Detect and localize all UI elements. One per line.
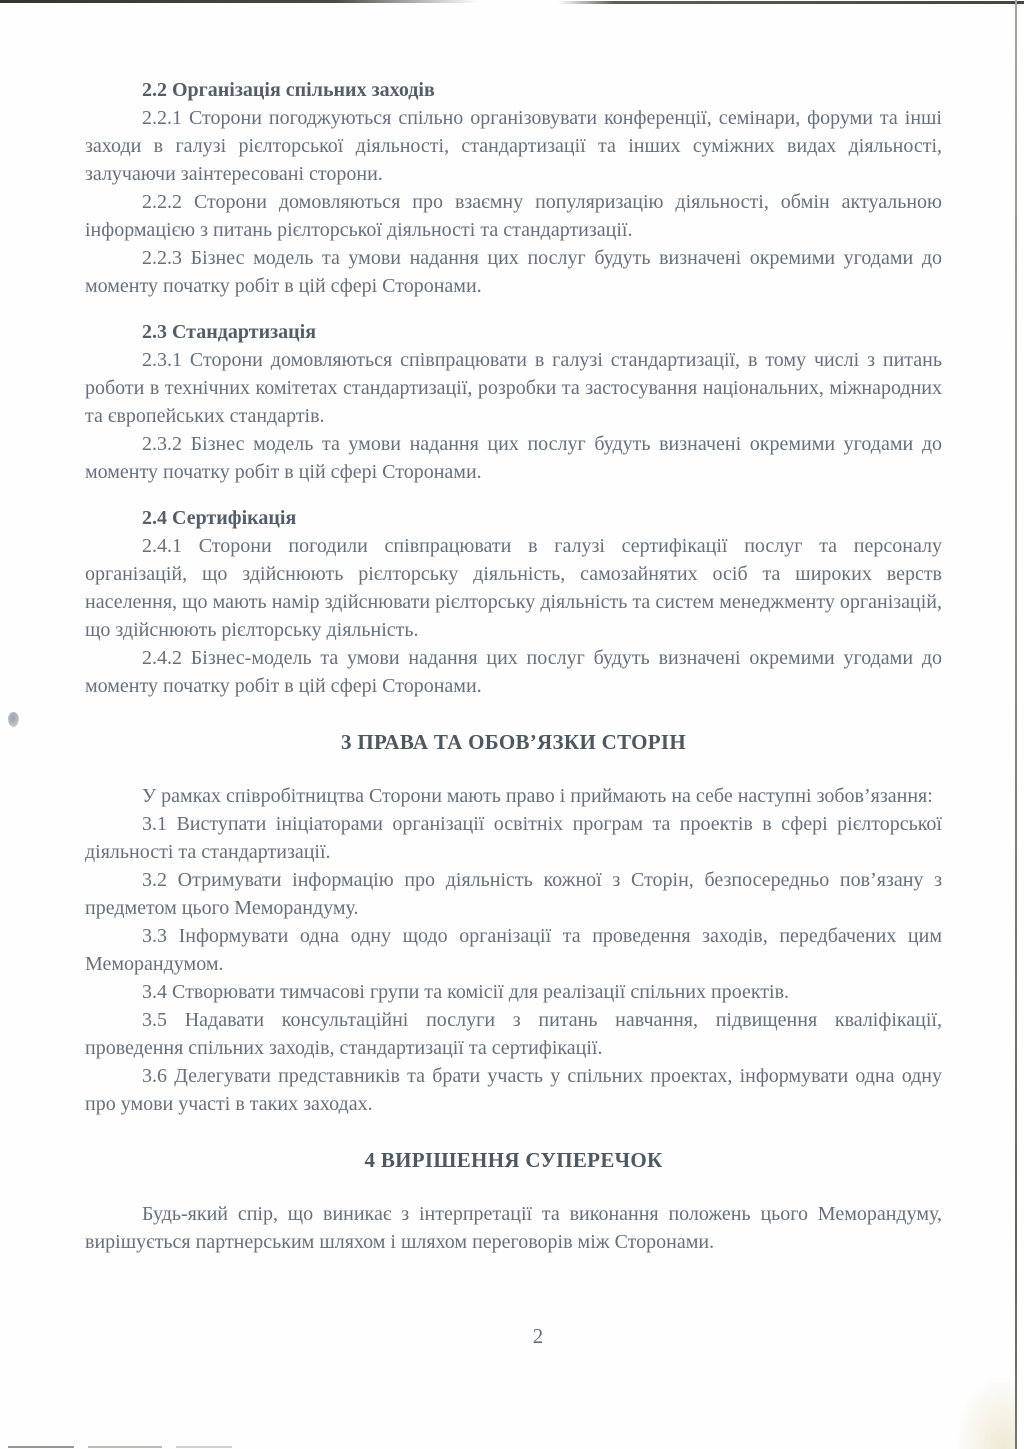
document-body <box>85 76 942 1256</box>
section-rights-obligations <box>85 728 942 1118</box>
scan-bottom-edge-dash <box>88 1446 162 1448</box>
section-heading: 2.4 Сертифікація <box>142 507 297 529</box>
scan-top-edge-line-right <box>558 1 1024 4</box>
paragraph: 2.2.2 Сторони домовляються про взаємну популяризацію діяльності, обмін актуальною інформацією з питань рієлторської діяльності та стандартизації. <box>85 191 942 241</box>
paragraph: 3.3 Інформувати одна одну щодо організації та проведення заходів, передбачених цим Меморандумом. <box>85 925 942 975</box>
section-joint-events <box>85 76 942 300</box>
section-dispute-resolution <box>85 1146 942 1256</box>
paragraph: У рамках співробітництва Сторони мають право і приймають на себе наступні зобов’язання: <box>142 785 933 807</box>
paragraph: 2.2.1 Сторони погоджуються спільно організовувати конференції, семінари, форуми та інші заходи в галузі рієлторської діяльності, стандартизації та інших суміжних видах діяльності, залучаючи заінтересовані сторони. <box>85 107 942 185</box>
section-heading: 4 ВИРІШЕННЯ СУПЕРЕЧОК <box>364 1148 663 1172</box>
paragraph: 2.4.1 Сторони погодили співпрацювати в галузі сертифікації послуг та персоналу організацій, що здійснюють рієлторську діяльність, самозайнятих осіб та широких верств населення, що мають намір здійснювати рієлторську діяльність та систем менеджменту організацій, що здійснюють рієлторську діяльність. <box>85 535 942 641</box>
paragraph: 2.3.2 Бізнес модель та умови надання цих послуг будуть визначені окремими угодами до моменту початку робіт в цій сфері Сторонами. <box>85 433 942 483</box>
scan-top-edge-line-left <box>0 0 478 3</box>
paragraph: 3.5 Надавати консультаційні послуги з питань навчання, підвищення кваліфікації, проведення спільних заходів, стандартизації та сертифікації. <box>85 1009 942 1059</box>
paragraph: Будь-який спір, що виникає з інтерпретації та виконання положень цього Меморандуму, вирішується партнерським шляхом і шляхом переговорів між Сторонами. <box>85 1203 942 1253</box>
paragraph: 2.4.2 Бізнес-модель та умови надання цих послуг будуть визначені окремими угодами до моменту початку робіт в цій сфері Сторонами. <box>85 647 942 697</box>
paragraph: 3.2 Отримувати інформацію про діяльність кожної з Сторін, безпосередньо пов’язану з предметом цього Меморандуму. <box>85 869 942 919</box>
scan-ink-spot <box>8 712 19 727</box>
paragraph: 3.1 Виступати ініціаторами організації освітніх програм та проектів в сфері рієлторської діяльності та стандартизації. <box>85 813 942 863</box>
scan-bottom-right-tint <box>957 1377 1015 1449</box>
page-number: 2 <box>532 1324 544 1348</box>
scan-bottom-edge-dash <box>176 1446 232 1448</box>
scan-bottom-edge-dash <box>8 1446 74 1448</box>
section-heading: 2.3 Стандартизація <box>142 321 317 343</box>
section-heading: 2.2 Організація спільних заходів <box>142 79 435 101</box>
paragraph: 2.2.3 Бізнес модель та умови надання цих послуг будуть визначені окремими угодами до моменту початку робіт в цій сфері Сторонами. <box>85 247 942 297</box>
section-certification <box>85 504 942 700</box>
paragraph: 2.3.1 Сторони домовляються співпрацювати в галузі стандартизації, в тому числі з питань роботи в технічних комітетах стандартизації, розробки та застосування національних, міжнародних та європейських стандартів. <box>85 349 942 427</box>
section-standardization <box>85 318 942 486</box>
scan-right-edge-line <box>1015 0 1017 1449</box>
paragraph: 3.6 Делегувати представників та брати участь у спільних проектах, інформувати одна одну про умови участі в таких заходах. <box>85 1065 942 1115</box>
section-heading: 3 ПРАВА ТА ОБОВ’ЯЗКИ СТОРІН <box>340 730 686 754</box>
paragraph: 3.4 Створювати тимчасові групи та комісії для реалізації спільних проектів. <box>142 981 790 1003</box>
